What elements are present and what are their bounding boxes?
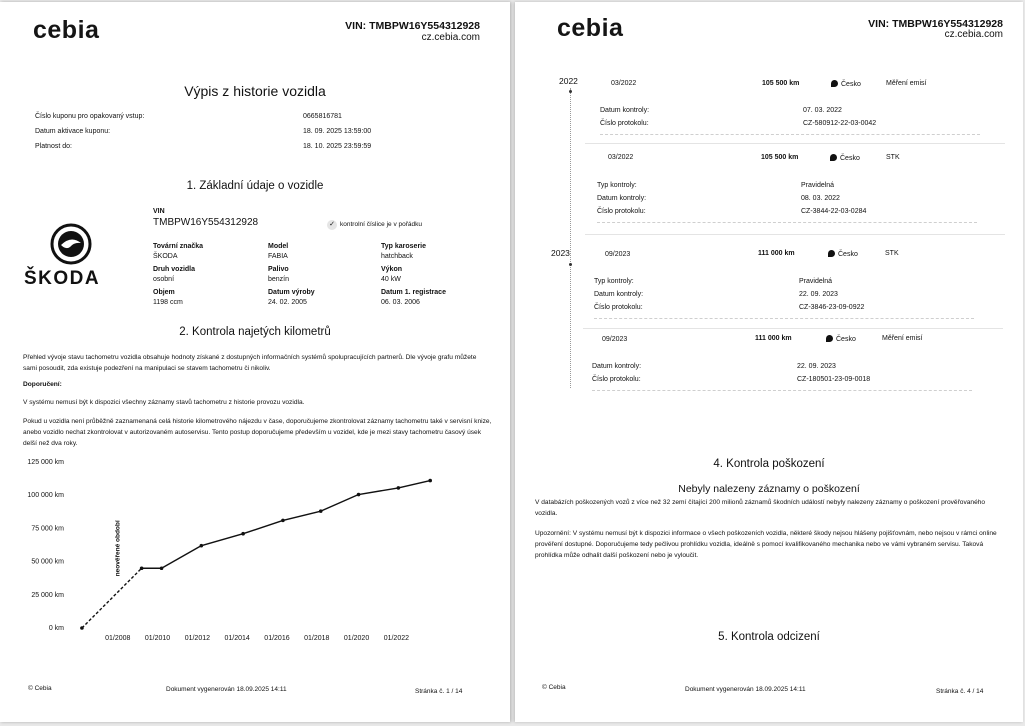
site-link[interactable]: cz.cebia.com [421, 32, 480, 43]
vin-check [327, 220, 422, 230]
entry-type: STK [886, 154, 900, 161]
power-label: Výkon [381, 266, 403, 273]
mileage-point [281, 519, 285, 523]
entry-row-value: 08. 03. 2022 [801, 195, 840, 202]
entry-row-value: Pravidelná [799, 278, 833, 285]
entry-divider [585, 234, 1005, 235]
entry-row-value: Pravidelná [801, 182, 835, 189]
timeline-year: 2022 [559, 76, 578, 86]
entry-type: Měření emisí [882, 335, 923, 342]
mileage-point [160, 566, 164, 570]
entry-row-value: CZ-180501-23-09-0018 [797, 376, 871, 383]
footer-copyright: © Cebia [542, 684, 566, 691]
entry-type: STK [885, 250, 899, 257]
vin-check-text: kontrolní číslice je v pořádku [340, 221, 423, 228]
mileage-intro: Přehled vývoje stavu tachometru vozidla obsahuje hodnoty získané z dostupných informačních systémů spolupracujících partnerů. Dle vývoje grafu můžete sami posoudit, zda existuje podezření na manipulaci se stavem tachometru či nikoliv. [23, 354, 477, 372]
entry-country: Česko [840, 155, 860, 162]
mileage-line-segment [243, 520, 283, 533]
vin-header: VIN: TMBPW16Y554312928 [868, 18, 1003, 30]
row-divider [600, 134, 980, 135]
entry-row-label: Typ kontroly: [594, 278, 634, 285]
x-tick-label: 01/2008 [105, 635, 131, 642]
vin-label: VIN [153, 208, 165, 215]
entry-divider [585, 143, 1005, 144]
y-tick-label: 50 000 km [31, 558, 64, 566]
fuel-label: Palivo [268, 266, 289, 273]
entry-country: Česko [838, 251, 858, 258]
mileage-point [140, 566, 144, 570]
model-label: Model [268, 243, 289, 250]
mileage-point [200, 544, 204, 548]
row-divider [592, 390, 972, 391]
entry-row-label: Datum kontroly: [600, 107, 650, 114]
entry-km: 105 500 km [761, 154, 799, 161]
location-icon [828, 250, 835, 257]
brand-value: ŠKODA [153, 253, 178, 260]
cebia-logo: cebia [33, 16, 100, 44]
timeline-dot-2023 [569, 263, 572, 266]
mileage-line-segment [359, 488, 399, 495]
timeline-line [570, 88, 571, 388]
vin-header: VIN: TMBPW16Y554312928 [345, 20, 480, 32]
report-page-4 [515, 2, 1023, 722]
x-tick-label: 01/2012 [184, 635, 211, 642]
x-tick-label: 01/2014 [224, 635, 250, 642]
entry-row-value: 22. 09. 2023 [797, 363, 836, 370]
site-link[interactable]: cz.cebia.com [944, 29, 1003, 40]
row-divider [594, 318, 974, 319]
damage-warning: Upozornění: V systému nemusí být k dispozici informace o všech poškozeních vozidla, některé škody nejsou hlášeny pojišťovnám, nebo nejsou v rámci online prověření dostupné. Doporučujeme tedy pečlivou prohlídku vozidla, ideálně s pomocí kvalifikovaného mechanika nebo ve vámi vybraném servisu. Taková prohlídka může odhalit další poškození nebo je vyloučit. [535, 530, 997, 559]
engine-volume-value: 1198 ccm [153, 299, 183, 306]
footer-copyright: © Cebia [28, 685, 52, 692]
x-tick-label: 01/2022 [383, 635, 410, 642]
entry-row-label: Číslo protokolu: [597, 208, 646, 215]
coupon-activation-label: Datum aktivace kuponu: [35, 128, 111, 135]
entry-km: 111 000 km [755, 335, 792, 342]
entry-row-label: Číslo protokolu: [594, 304, 643, 311]
entry-km: 111 000 km [758, 250, 795, 257]
recommend-text-2: Pokud u vozidla není průběžně zaznamenaná celá historie kilometrového nájezdu v čase, doporučujeme zkontrolovat záznamy tachometru také v servisní knize, anebo vozidlo nechat zkontrolovat v autorizovaném autoservisu. Tento postup doporučujeme především u vozidel, kde je mezi stavy tachometru časový úsek delší než dva roky. [23, 418, 492, 447]
entry-row-value: CZ-3844-22-03-0284 [801, 208, 867, 215]
vehicle-kind-value: osobní [153, 276, 175, 283]
mileage-point [241, 532, 245, 536]
y-tick-label: 100 000 km [27, 492, 64, 500]
report-page-1 [0, 2, 510, 722]
y-tick-label: 25 000 km [31, 591, 64, 599]
mileage-point [319, 509, 323, 513]
checkmark-icon: ✓ [327, 220, 337, 230]
recommend-label: Doporučení: [23, 381, 62, 388]
y-tick-label: 0 km [48, 625, 64, 632]
cebia-logo: cebia [557, 14, 624, 42]
entry-km: 105 500 km [762, 80, 800, 87]
section-5-title: 5. Kontrola odcizení [718, 631, 820, 643]
entry-row-label: Datum kontroly: [594, 291, 644, 298]
entry-country: Česko [836, 336, 856, 343]
page-title: Výpis z historie vozidla [184, 83, 326, 99]
footer-page-number: Stránka č. 4 / 14 [936, 688, 984, 695]
coupon-validity-value: 18. 10. 2025 23:59:59 [303, 143, 372, 150]
entry-type: Měření emisí [886, 80, 927, 87]
mileage-point [397, 486, 401, 490]
coupon-number-label: Číslo kuponu pro opakovaný vstup: [35, 113, 145, 120]
damage-text: V databázích poškozených vozů z více než 32 zemí čítající 200 milionů záznamů škodních událostí nebyly nalezeny záznamy o poškození prověřovaného vozidla. [535, 499, 986, 517]
vin-value: TMBPW16Y554312928 [153, 217, 259, 228]
recommend-text-1: V systému nemusí být k dispozici všechny záznamy stavů tachometru z historie provozu vozidla. [23, 399, 305, 406]
entry-country: Česko [841, 81, 861, 88]
first-registration-label: Datum 1. registrace [381, 289, 446, 296]
engine-volume-label: Objem [153, 289, 175, 296]
entry-row-label: Číslo protokolu: [600, 120, 649, 127]
model-value: FABIA [268, 253, 288, 260]
mileage-line-segment [398, 481, 430, 488]
skoda-emblem-icon [50, 223, 92, 265]
mileage-point [357, 493, 361, 497]
footer-page-number: Stránka č. 1 / 14 [415, 688, 463, 695]
mileage-point [80, 626, 84, 630]
brand-label: Tovární značka [153, 243, 204, 250]
mileage-line-segment [283, 511, 321, 520]
timeline-year: 2023 [551, 248, 570, 258]
timeline-dot-2022 [569, 90, 572, 93]
entry-row-value: CZ-3846-23-09-0922 [799, 304, 865, 311]
coupon-validity-label: Platnost do: [35, 143, 72, 150]
y-tick-label: 125 000 km [27, 459, 64, 466]
coupon-number-value: 0665816781 [303, 113, 342, 120]
first-registration-value: 06. 03. 2006 [381, 299, 420, 306]
power-value: 40 kW [381, 276, 401, 283]
entry-date: 03/2022 [608, 154, 634, 161]
entry-row-value: CZ-580912-22-03-0042 [803, 120, 877, 127]
x-tick-label: 01/2010 [144, 635, 171, 642]
entry-row-label: Typ kontroly: [597, 182, 637, 189]
entry-row-value: 22. 09. 2023 [799, 291, 838, 298]
footer-generated: Dokument vygenerován 18.09.2025 14:11 [166, 686, 287, 693]
mileage-line-segment [321, 495, 359, 512]
entry-date: 03/2022 [611, 80, 637, 87]
section-1-title: 1. Základní údaje o vozidle [186, 180, 324, 192]
footer-generated: Dokument vygenerován 18.09.2025 14:11 [685, 686, 806, 693]
location-icon [831, 80, 838, 87]
section-4-title: 4. Kontrola poškození [713, 458, 825, 470]
location-icon [826, 335, 833, 342]
x-tick-label: 01/2018 [304, 635, 330, 642]
entry-divider [583, 328, 1003, 329]
production-date-value: 24. 02. 2005 [268, 299, 307, 306]
x-tick-label: 01/2020 [343, 635, 370, 642]
damage-subtitle: Nebyly nalezeny záznamy o poškození [678, 483, 860, 495]
x-tick-label: 01/2016 [264, 635, 290, 642]
entry-row-label: Číslo protokolu: [592, 376, 641, 383]
production-date-label: Datum výroby [268, 289, 315, 296]
entry-date: 09/2023 [602, 336, 628, 343]
mileage-line-segment [82, 568, 142, 628]
body-type-value: hatchback [381, 253, 413, 260]
mileage-line-segment [162, 546, 202, 569]
mileage-chart [0, 452, 510, 652]
entry-date: 09/2023 [605, 251, 631, 258]
location-icon [830, 154, 837, 161]
entry-row-label: Datum kontroly: [592, 363, 642, 370]
skoda-wordmark: ŠKODA [24, 268, 101, 289]
entry-row-label: Datum kontroly: [597, 195, 647, 202]
vehicle-kind-label: Druh vozidla [153, 266, 196, 273]
unverified-period-label: neověřené období [114, 520, 122, 577]
y-tick-label: 75 000 km [31, 525, 64, 533]
section-2-title: 2. Kontrola najetých kilometrů [179, 326, 331, 338]
entry-row-value: 07. 03. 2022 [803, 107, 842, 114]
body-type-label: Typ karoserie [381, 243, 427, 250]
coupon-activation-value: 18. 09. 2025 13:59:00 [303, 128, 372, 135]
mileage-line-segment [201, 534, 243, 546]
row-divider [597, 222, 977, 223]
fuel-value: benzín [268, 276, 290, 283]
mileage-point [428, 479, 432, 483]
